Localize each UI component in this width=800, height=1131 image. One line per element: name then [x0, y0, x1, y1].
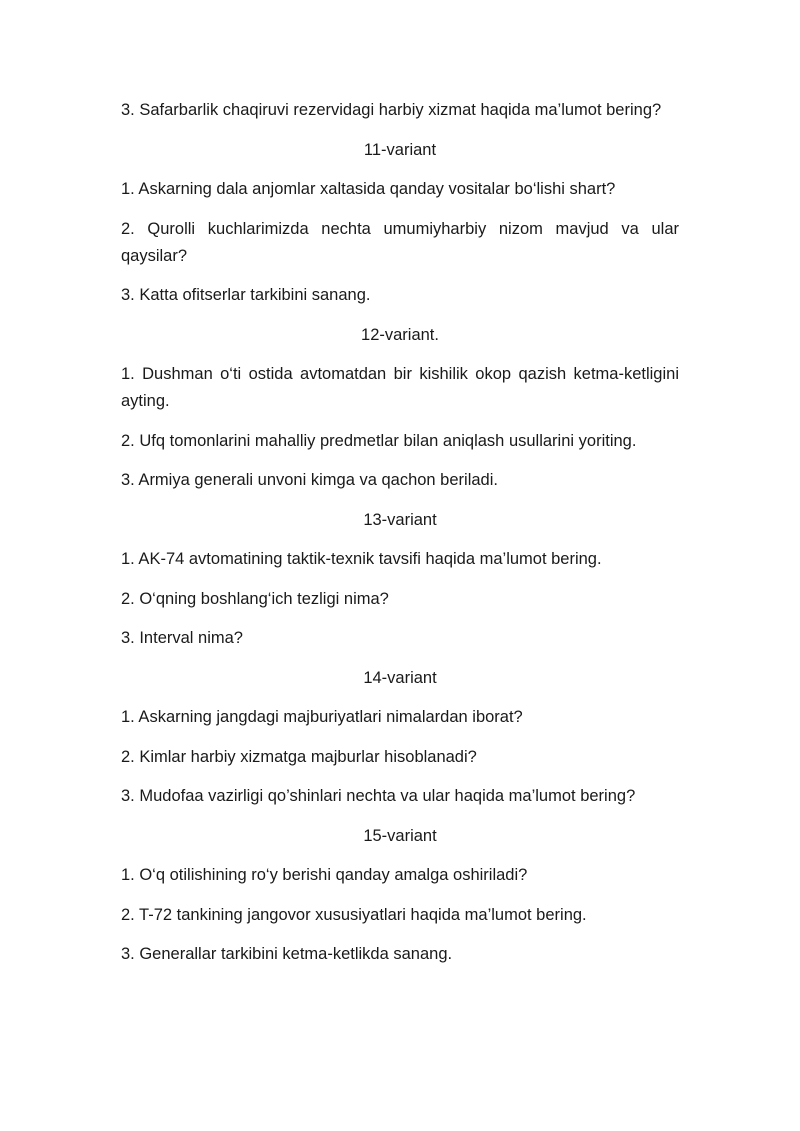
- question-item: 2. T-72 tankining jangovor xususiyatlari haqida ma’lumot bering.: [121, 905, 587, 924]
- lead-question: 3. Safarbarlik chaqiruvi rezervidagi harbiy xizmat haqida ma’lumot bering?: [121, 101, 662, 119]
- variant-11: [121, 137, 679, 310]
- question-item: 3. Katta ofitserlar tarkibini sanang.: [121, 286, 371, 304]
- document-page: [121, 97, 679, 981]
- question-item: 1. Dushman o‘ti ostida avtomatdan bir kishilik okop qazish ketma-ketligini ayting.: [121, 365, 679, 410]
- variant-13: [121, 507, 679, 653]
- variant-15: [121, 823, 679, 969]
- question-item: 1. Askarning jangdagi majburiyatlari nimalardan iborat?: [121, 708, 523, 726]
- variant-14: [121, 665, 679, 811]
- variant-heading: 14-variant: [363, 668, 437, 687]
- variant-heading: 12-variant.: [361, 325, 439, 344]
- question-item: 1. Askarning dala anjomlar xaltasida qanday vositalar bo‘lishi shart?: [121, 180, 616, 198]
- variant-12: [121, 322, 679, 495]
- question-item: 2. Qurolli kuchlarimizda nechta umumiyharbiy nizom mavjud va ular qaysilar?: [121, 219, 679, 265]
- variant-heading: 11-variant: [363, 140, 437, 159]
- question-item: 2. Ufq tomonlarini mahalliy predmetlar bilan aniqlash usullarini yoriting.: [121, 431, 637, 450]
- question-item: 3. Interval nima?: [121, 629, 243, 647]
- question-item: 1. O‘q otilishining ro‘y berishi qanday amalga oshiriladi?: [121, 866, 528, 884]
- question-item: 3. Armiya generali unvoni kimga va qachon beriladi.: [121, 471, 498, 489]
- variant-heading: 13-variant: [363, 510, 437, 529]
- variant-heading: 15-variant: [363, 826, 437, 845]
- question-item: 3. Mudofaa vazirligi qo’shinlari nechta va ular haqida ma’lumot bering?: [121, 787, 636, 805]
- question-item: 2. O‘qning boshlang‘ich tezligi nima?: [121, 589, 389, 608]
- question-item: 3. Generallar tarkibini ketma-ketlikda sanang.: [121, 945, 453, 963]
- question-item: 2. Kimlar harbiy xizmatga majburlar hisoblanadi?: [121, 747, 477, 766]
- question-item: 1. AK-74 avtomatining taktik-texnik tavsifi haqida ma’lumot bering.: [121, 550, 602, 568]
